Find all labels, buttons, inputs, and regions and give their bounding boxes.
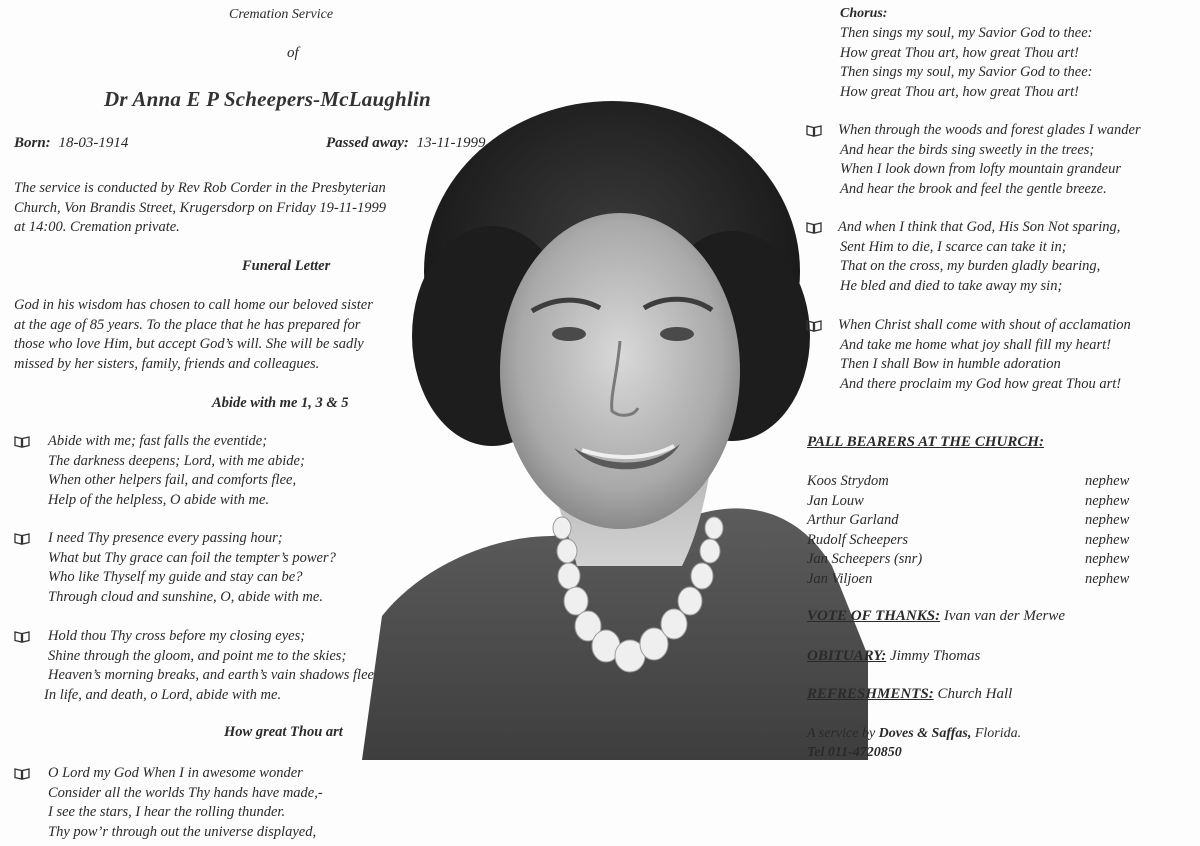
- refreshments: [807, 686, 1012, 703]
- born-date: 18-03-1914: [58, 135, 129, 151]
- service-info: [14, 179, 386, 238]
- open-book-icon: [806, 319, 822, 332]
- bearer-name: Jan Louw: [807, 492, 864, 509]
- service-info-line: at 14:00. Cremation private.: [14, 219, 180, 235]
- chorus: [840, 24, 1093, 102]
- pall-bearer-row: [807, 511, 1129, 531]
- refreshments-label: REFRESHMENTS:: [807, 686, 934, 702]
- verse-line: In life, and death, o Lord, abide with me.: [44, 686, 282, 703]
- refreshments-place: Church Hall: [937, 686, 1013, 702]
- service-provider: [807, 726, 1021, 742]
- hymn2-verse: [840, 121, 1141, 199]
- verse-line: When I look down from lofty mountain grandeur: [840, 161, 1121, 177]
- verse-line: When Christ shall come with shout of acclamation: [838, 317, 1131, 333]
- chorus-line: Then sings my soul, my Savior God to thee:: [840, 25, 1093, 41]
- verse-line: Through cloud and sunshine, O, abide with me.: [48, 588, 323, 605]
- letter-line: at the age of 85 years. To the place that he has prepared for: [14, 316, 361, 333]
- vote-of-thanks: [807, 608, 1065, 625]
- pall-bearer-row: [807, 492, 1129, 512]
- verse-line: He bled and died to take away my sin;: [840, 277, 1063, 294]
- verse-line: Who like Thyself my guide and stay can be?: [48, 569, 303, 585]
- verse-line: Abide with me; fast falls the eventide;: [48, 433, 268, 449]
- open-book-icon: [806, 124, 822, 137]
- letter-line: missed by her sisters, family, friends and colleagues.: [14, 355, 320, 372]
- bearer-relation: nephew: [1085, 492, 1130, 509]
- obituary-name: Jimmy Thomas: [889, 648, 981, 664]
- bearer-relation: nephew: [1085, 473, 1130, 489]
- verse-line: Then I shall Bow in humble adoration: [840, 356, 1061, 372]
- bearer-relation: nephew: [1085, 531, 1130, 548]
- letter-line: those who love Him, but accept God’s will. She will be sadly: [14, 336, 364, 352]
- bearer-relation: nephew: [1085, 512, 1130, 528]
- hymn2-verse: [48, 764, 323, 842]
- letter-line: God in his wisdom has chosen to call home our beloved sister: [14, 297, 373, 313]
- chorus-label: Chorus:: [840, 6, 888, 21]
- deceased-name: Dr Anna E P Scheepers-McLaughlin: [104, 87, 431, 111]
- service-phone: Tel 011-4720850: [807, 745, 902, 760]
- chorus-line: How great Thou art, how great Thou art!: [840, 83, 1080, 100]
- hymn2-heading: How great Thou art: [224, 724, 343, 740]
- service-info-line: Church, Von Brandis Street, Krugersdorp on Friday 19-11-1999: [14, 199, 387, 216]
- open-book-icon: [14, 767, 30, 780]
- born-label: Born:: [14, 135, 51, 151]
- bearer-name: Jan Viljoen: [807, 570, 873, 587]
- vote-of-thanks-label: VOTE OF THANKS:: [807, 608, 941, 624]
- hymn2-verse: [840, 218, 1120, 296]
- funeral-letter-heading: Funeral Letter: [242, 258, 331, 274]
- chorus-line: Then sings my soul, my Savior God to thee:: [840, 64, 1093, 80]
- hymn1-verse: [44, 627, 374, 705]
- verse-line: And hear the birds sing sweetly in the trees;: [840, 141, 1095, 158]
- verse-line: And hear the brook and feel the gentle breeze.: [840, 180, 1107, 197]
- verse-line: And take me home what joy shall fill my heart!: [840, 336, 1112, 353]
- service-by-prefix: A service by: [807, 726, 876, 741]
- service-by-place: Florida.: [974, 726, 1022, 741]
- hymn1-verse: [48, 529, 336, 607]
- vote-of-thanks-name: Ivan van der Merwe: [943, 608, 1066, 624]
- pall-bearers-list: [807, 472, 1129, 589]
- pall-bearer-row: [807, 570, 1129, 590]
- born-row: [14, 135, 128, 152]
- verse-line: Heaven’s morning breaks, and earth’s vain shadows flee: [48, 667, 374, 683]
- open-book-icon: [14, 532, 30, 545]
- bearer-relation: nephew: [1085, 570, 1130, 587]
- service-by-company: Doves & Saffas,: [878, 726, 972, 741]
- pall-bearers-heading: PALL BEARERS AT THE CHURCH:: [807, 434, 1044, 450]
- verse-line: Sent Him to die, I scarce can take it in;: [840, 238, 1067, 255]
- verse-line: I need Thy presence every passing hour;: [48, 530, 283, 546]
- of-text: of: [287, 45, 299, 61]
- bearer-name: Rudolf Scheepers: [807, 531, 909, 548]
- hymn2-verse: [840, 316, 1131, 394]
- verse-line: Hold thou Thy cross before my closing eyes;: [48, 628, 306, 644]
- verse-line: When through the woods and forest glades I wander: [838, 122, 1141, 138]
- bearer-relation: nephew: [1085, 551, 1130, 567]
- verse-line: That on the cross, my burden gladly bearing,: [840, 258, 1101, 274]
- bearer-name: Koos Strydom: [807, 473, 889, 489]
- verse-line: Shine through the gloom, and point me to the skies;: [48, 647, 347, 664]
- obituary-label: OBITUARY:: [807, 648, 887, 664]
- verse-line: And when I think that God, His Son Not sparing,: [838, 219, 1121, 235]
- service-type: Cremation Service: [229, 7, 334, 22]
- passed-date: 13-11-1999: [416, 135, 486, 151]
- hymn1-verse: [48, 432, 305, 510]
- verse-line: And there proclaim my God how great Thou art!: [840, 375, 1122, 392]
- verse-line: Thy pow’r through out the universe displayed,: [48, 823, 317, 840]
- verse-line: O Lord my God When I in awesome wonder: [48, 765, 303, 781]
- verse-line: When other helpers fail, and comforts flee,: [48, 472, 297, 488]
- open-book-icon: [806, 221, 822, 234]
- service-info-line: The service is conducted by Rev Rob Corder in the Presbyterian: [14, 180, 386, 196]
- verse-line: What but Thy grace can foil the tempter’s power?: [48, 549, 336, 566]
- passed-label: Passed away:: [326, 135, 409, 151]
- verse-line: The darkness deepens; Lord, with me abide;: [48, 452, 305, 469]
- obituary: [807, 648, 980, 665]
- bearer-name: Arthur Garland: [807, 512, 899, 528]
- pall-bearer-row: [807, 472, 1129, 492]
- pall-bearer-row: [807, 550, 1129, 570]
- open-book-icon: [14, 630, 30, 643]
- bearer-name: Jan Scheepers (snr): [807, 551, 923, 567]
- open-book-icon: [14, 435, 30, 448]
- chorus-line: How great Thou art, how great Thou art!: [840, 44, 1080, 61]
- verse-line: Help of the helpless, O abide with me.: [48, 491, 270, 508]
- pall-bearer-row: [807, 531, 1129, 551]
- hymn1-heading: Abide with me 1, 3 & 5: [212, 395, 349, 411]
- verse-line: I see the stars, I hear the rolling thunder.: [48, 804, 286, 820]
- verse-line: Consider all the worlds Thy hands have made,-: [48, 784, 323, 801]
- funeral-letter-body: [14, 296, 373, 374]
- portrait-photo: [362, 96, 868, 760]
